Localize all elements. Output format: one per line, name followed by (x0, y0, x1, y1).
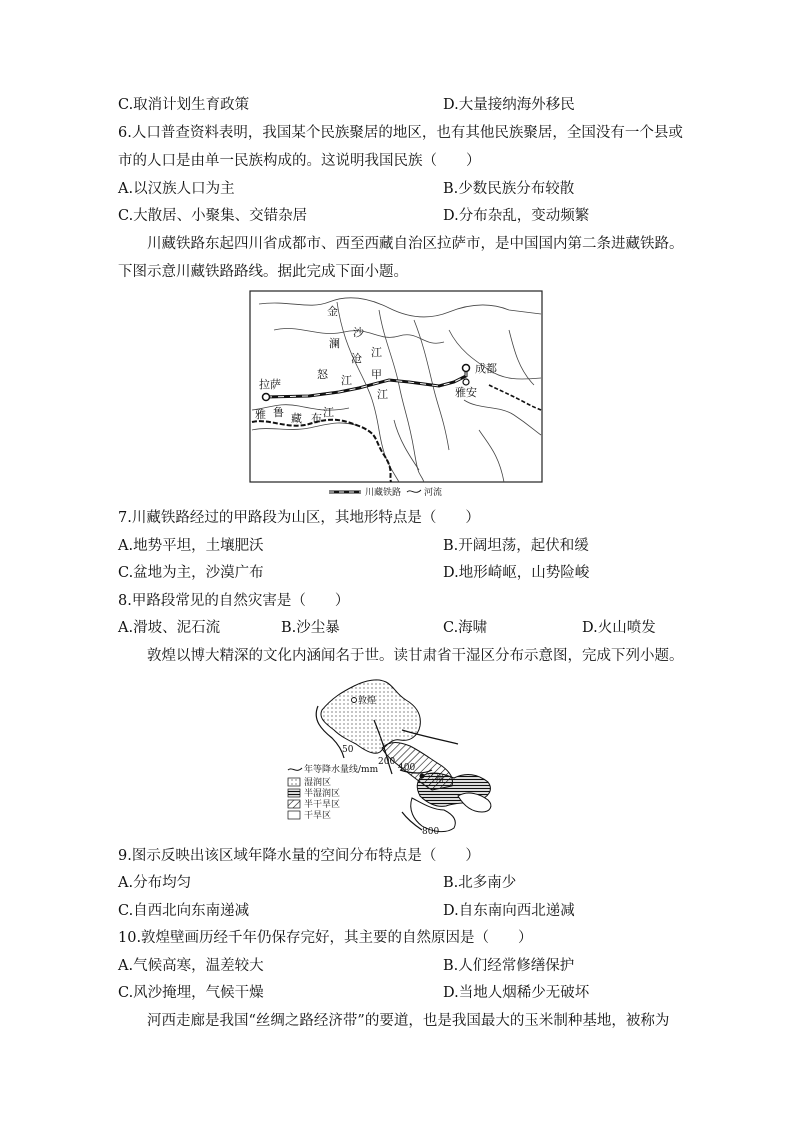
legend-semiarid: 半干旱区 (304, 800, 341, 810)
q10-option-a: A.气候高寒，温差较大 (118, 958, 264, 974)
label-lu: 鲁 (273, 406, 284, 419)
label-zang: 藏 (291, 412, 302, 425)
legend-semihumid: 半湿润区 (304, 789, 341, 799)
isohyet-50: 50 (342, 745, 354, 755)
sichuan-tibet-railway-map (249, 290, 544, 502)
q7-option-c: C.盆地为主，沙漠广布 (118, 565, 264, 581)
q6-option-b: B.少数民族分布较散 (443, 181, 575, 197)
q5-option-d: D.大量接纳海外移民 (443, 97, 575, 113)
label-lasa: 拉萨 (259, 378, 281, 391)
label-ya: 雅 (255, 408, 266, 421)
q9-option-a: A.分布均匀 (118, 875, 192, 891)
map2-legend (288, 763, 379, 821)
label-jiang1: 江 (371, 346, 382, 359)
q8-option-c: C.海啸 (443, 620, 488, 636)
label-jin: 金 (327, 305, 338, 318)
isohyet-200: 200 (378, 757, 396, 767)
q7-stem: 7.川藏铁路经过的甲路段为山区，其地形特点是（ ） (118, 510, 480, 526)
legend-river: 河流 (424, 488, 443, 498)
q10-option-b: B.人们经常修缮保护 (443, 958, 575, 974)
label-jiang3: 江 (377, 388, 388, 401)
q9-option-d: D.自东南向西北递减 (443, 903, 575, 919)
label-cang: 沧 (351, 352, 362, 365)
q7-option-b: B.开阔坦荡，起伏和缓 (443, 538, 589, 554)
legend-rail: 川藏铁路 (365, 488, 402, 498)
q8-option-b: B.沙尘暴 (281, 620, 340, 636)
city-lanzhou: 兰州 (426, 775, 445, 785)
label-chengdu: 成都 (475, 362, 497, 375)
label-yaan: 雅安 (455, 386, 477, 399)
q8-option-d: D.火山喷发 (582, 620, 656, 636)
q10-stem: 10.敦煌壁画历经千年仍保存完好，其主要的自然原因是（ ） (118, 930, 533, 946)
legend-arid: 干旱区 (304, 811, 332, 821)
isohyet-400: 400 (398, 763, 416, 773)
q6-option-c: C.大散居、小聚集、交错杂居 (118, 208, 308, 224)
q9-stem: 9.图示反映出该区域年降水量的空间分布特点是（ ） (118, 848, 480, 864)
q6-stem-line2: 市的人口是由单一民族构成的。这说明我国民族（ ） (118, 153, 481, 169)
q6-option-a: A.以汉族人口为主 (118, 181, 235, 197)
q5-option-c: C.取消计划生育政策 (118, 97, 250, 113)
label-bu: 布 (311, 412, 322, 425)
label-sha: 沙 (353, 326, 364, 339)
q8-option-a: A.滑坡、泥石流 (118, 620, 221, 636)
map1-legend (329, 486, 442, 498)
passage3-line1: 河西走廊是我国“丝绸之路经济带”的要道，也是我国最大的玉米制种基地，被称为 (147, 1013, 670, 1029)
q9-option-b: B.北多南少 (443, 875, 517, 891)
label-jiang2: 江 (341, 374, 352, 387)
passage1-line1: 川藏铁路东起四川省成都市、西至西藏自治区拉萨市，是中国国内第二条进藏铁路。 (147, 236, 684, 252)
q6-stem-line1: 6.人口普查资料表明，我国某个民族聚居的地区，也有其他民族聚居，全国没有一个县或 (118, 125, 683, 141)
q7-option-a: A.地势平坦，土壤肥沃 (118, 538, 264, 554)
passage2-line1: 敦煌以博大精深的文化内涵闻名于世。读甘肃省干湿区分布示意图，完成下列小题。 (147, 648, 684, 664)
city-dunhuang: 敦煌 (358, 696, 377, 706)
q9-option-c: C.自西北向东南递减 (118, 903, 250, 919)
q6-option-d: D.分布杂乱，变动频繁 (443, 208, 590, 224)
legend-isohyet: 年等降水量线/mm (304, 765, 379, 775)
isohyet-800: 800 (422, 827, 440, 837)
q7-option-d: D.地形崎岖，山势险峻 (443, 565, 590, 581)
label-jiang4: 江 (323, 406, 334, 419)
legend-humid: 湿润区 (304, 778, 332, 788)
gansu-dry-wet-zone-map (282, 670, 512, 838)
label-lan: 澜 (329, 337, 340, 350)
q10-option-d: D.当地人烟稀少无破坏 (443, 985, 590, 1001)
label-nu: 怒 (317, 368, 328, 381)
q8-stem: 8.甲路段常见的自然灾害是（ ） (118, 593, 350, 609)
q10-option-c: C.风沙掩埋，气候干燥 (118, 985, 264, 1001)
passage1-line2: 下图示意川藏铁路路线。据此完成下面小题。 (118, 264, 408, 280)
label-jia: 甲 (371, 368, 382, 381)
